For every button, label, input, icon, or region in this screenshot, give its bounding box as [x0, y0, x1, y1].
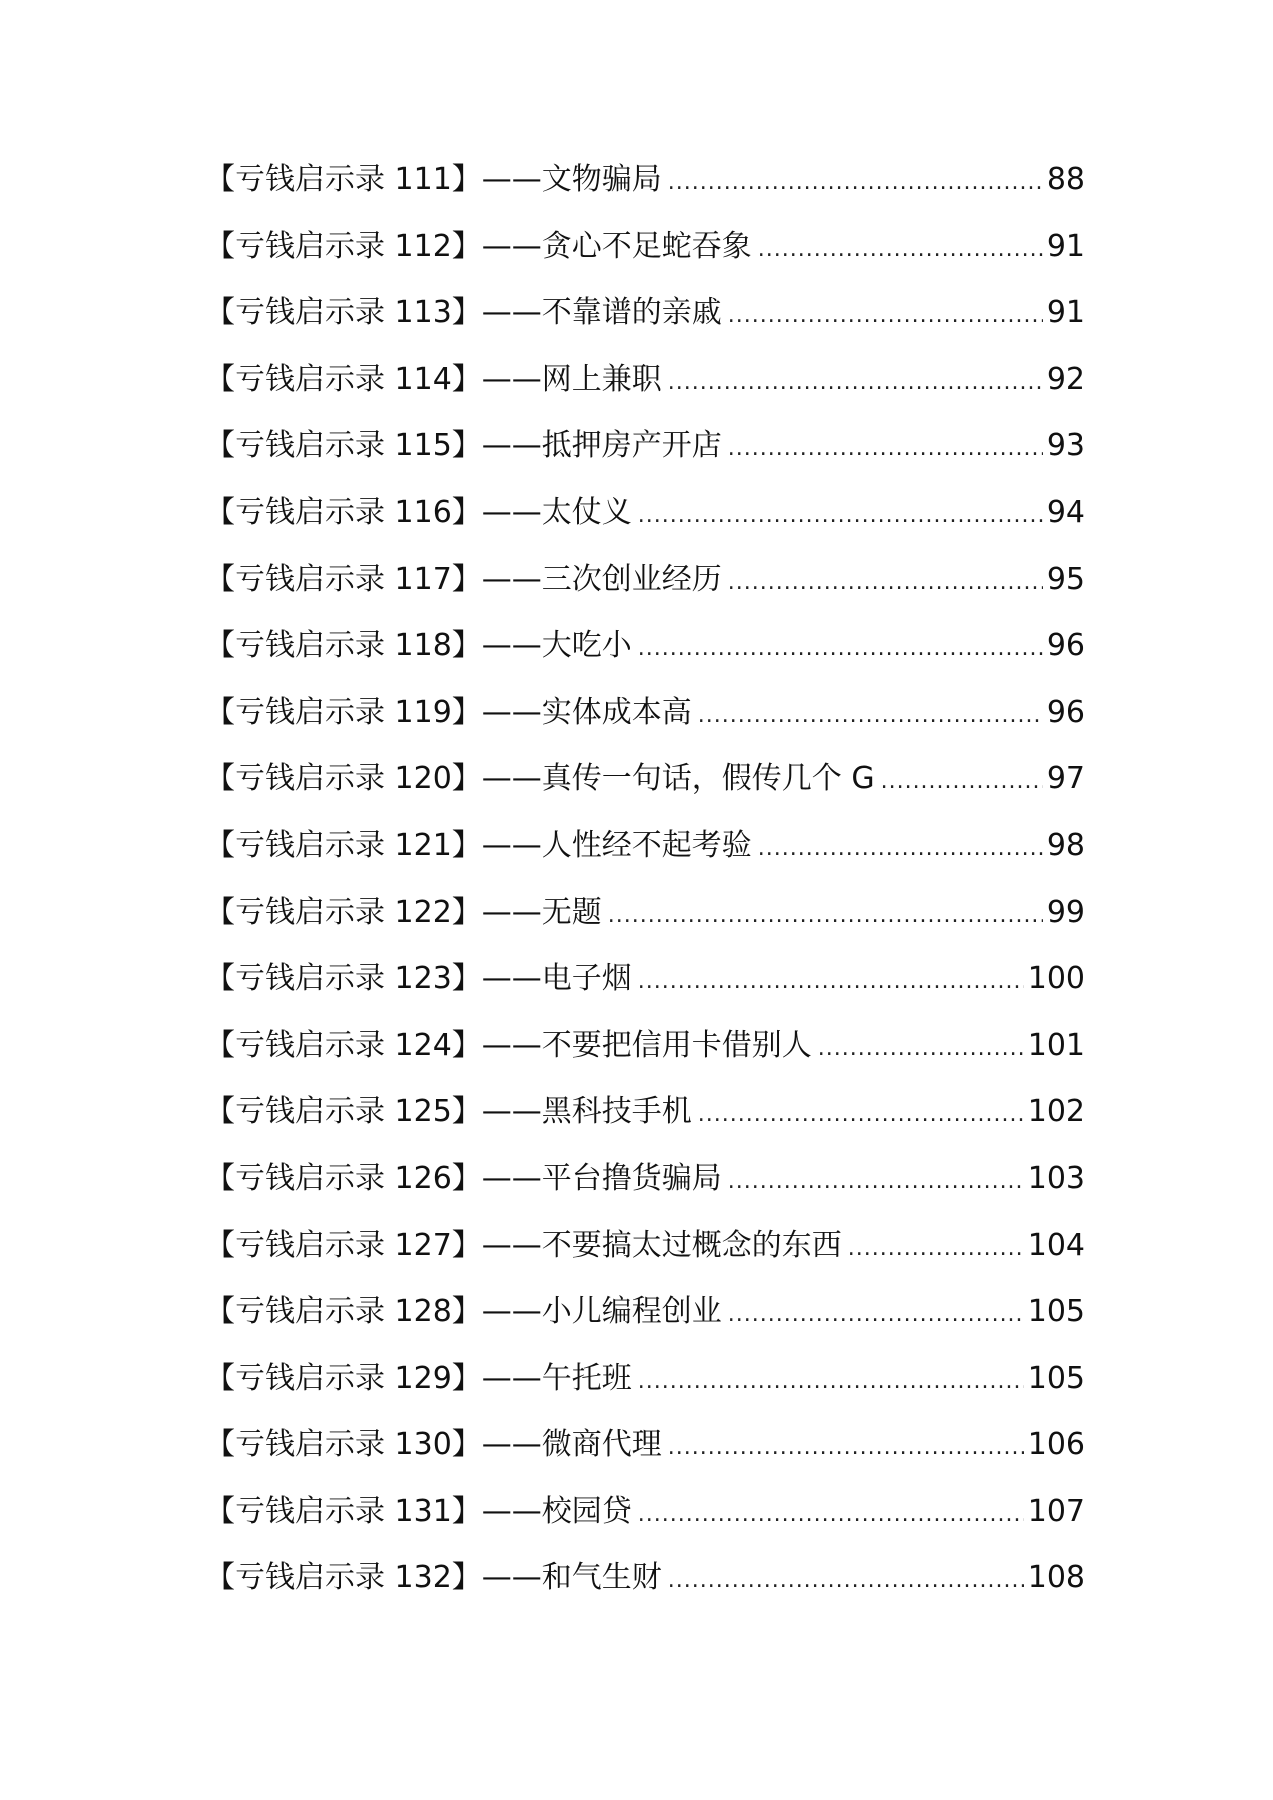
toc-page-number: 106 [1027, 1427, 1085, 1463]
toc-page-number: 96 [1046, 628, 1085, 664]
dot-leader [728, 563, 1043, 603]
toc-page-number: 104 [1027, 1227, 1085, 1263]
toc-entry-title: 【亏钱启示录 121】——人性经不起考验 [205, 827, 752, 863]
toc-page-number: 102 [1027, 1094, 1085, 1130]
toc-entry[interactable] [205, 759, 1085, 826]
toc-entry[interactable] [205, 626, 1085, 693]
toc-page-number: 105 [1027, 1360, 1085, 1396]
toc-page-number: 101 [1027, 1027, 1085, 1063]
toc-entry[interactable] [205, 1558, 1085, 1625]
toc-entry[interactable] [205, 1292, 1085, 1359]
toc-entry[interactable] [205, 227, 1085, 294]
toc-entry[interactable] [205, 160, 1085, 227]
toc-entry[interactable] [205, 493, 1085, 560]
dot-leader [668, 1561, 1024, 1601]
toc-entry[interactable] [205, 1492, 1085, 1559]
toc-entry-title: 【亏钱启示录 127】——不要搞太过概念的东西 [205, 1227, 842, 1263]
dot-leader [758, 230, 1043, 270]
toc-page-number: 94 [1046, 494, 1085, 530]
toc-entry-title: 【亏钱启示录 120】——真传一句话，假传几个 G [205, 761, 875, 797]
dot-leader [638, 629, 1043, 669]
toc-entry-title: 【亏钱启示录 118】——大吃小 [205, 628, 632, 664]
toc-page-number: 103 [1027, 1160, 1085, 1196]
dot-leader [698, 696, 1043, 736]
toc-entry-title: 【亏钱启示录 125】——黑科技手机 [205, 1094, 692, 1130]
toc-page-number: 107 [1027, 1493, 1085, 1529]
toc-entry-title: 【亏钱启示录 119】——实体成本高 [205, 694, 692, 730]
toc-page-number: 92 [1046, 361, 1085, 397]
toc-entry-title: 【亏钱启示录 114】——网上兼职 [205, 361, 662, 397]
toc-entry-title: 【亏钱启示录 112】——贪心不足蛇吞象 [205, 228, 752, 264]
toc-entry-title: 【亏钱启示录 116】——太仗义 [205, 494, 632, 530]
toc-page-number: 100 [1027, 961, 1085, 997]
toc-entry[interactable] [205, 893, 1085, 960]
toc-entry-title: 【亏钱启示录 123】——电子烟 [205, 961, 632, 997]
dot-leader [758, 829, 1043, 869]
dot-leader [638, 496, 1043, 536]
toc-entry[interactable] [205, 826, 1085, 893]
toc-entry-title: 【亏钱启示录 130】——微商代理 [205, 1427, 662, 1463]
dot-leader [848, 1229, 1024, 1269]
dot-leader [668, 363, 1043, 403]
toc-page-number: 95 [1046, 561, 1085, 597]
toc-entry[interactable] [205, 1226, 1085, 1293]
toc-page-number: 91 [1046, 295, 1085, 331]
dot-leader [638, 1362, 1024, 1402]
dot-leader [881, 762, 1043, 802]
dot-leader [668, 1428, 1024, 1468]
toc-entry[interactable] [205, 560, 1085, 627]
toc-entry[interactable] [205, 426, 1085, 493]
toc-page-number: 105 [1027, 1294, 1085, 1330]
toc-page-number: 97 [1046, 761, 1085, 797]
toc-entry-title: 【亏钱启示录 128】——小儿编程创业 [205, 1294, 722, 1330]
toc-page-number: 93 [1046, 428, 1085, 464]
toc-entry[interactable] [205, 1026, 1085, 1093]
toc-entry-title: 【亏钱启示录 111】——文物骗局 [205, 162, 662, 197]
toc-entry-title: 【亏钱启示录 115】——抵押房产开店 [205, 428, 722, 464]
dot-leader [818, 1029, 1024, 1069]
dot-leader [728, 429, 1043, 469]
toc-entry-title: 【亏钱启示录 131】——校园贷 [205, 1493, 632, 1529]
dot-leader [728, 1295, 1024, 1335]
toc-entry[interactable] [205, 1092, 1085, 1159]
dot-leader [728, 1162, 1024, 1202]
dot-leader [668, 163, 1043, 203]
toc-page-number: 96 [1046, 694, 1085, 730]
toc-entry[interactable] [205, 293, 1085, 360]
toc-entry[interactable] [205, 1425, 1085, 1492]
toc-entry-title: 【亏钱启示录 117】——三次创业经历 [205, 561, 722, 597]
table-of-contents [205, 160, 1085, 1625]
toc-page-number: 99 [1046, 894, 1085, 930]
dot-leader [638, 1495, 1024, 1535]
toc-entry[interactable] [205, 1359, 1085, 1426]
toc-entry-title: 【亏钱启示录 132】——和气生财 [205, 1560, 662, 1596]
toc-entry-title: 【亏钱启示录 122】——无题 [205, 894, 602, 930]
toc-page-number: 108 [1027, 1560, 1085, 1596]
toc-page-number: 98 [1046, 827, 1085, 863]
dot-leader [638, 962, 1024, 1002]
toc-entry-title: 【亏钱启示录 129】——午托班 [205, 1360, 632, 1396]
dot-leader [698, 1095, 1024, 1135]
dot-leader [608, 896, 1043, 936]
toc-entry[interactable] [205, 1159, 1085, 1226]
toc-entry-title: 【亏钱启示录 126】——平台撸货骗局 [205, 1160, 722, 1196]
toc-entry[interactable] [205, 693, 1085, 760]
toc-entry[interactable] [205, 360, 1085, 427]
dot-leader [728, 296, 1043, 336]
toc-page-number: 91 [1046, 228, 1085, 264]
toc-entry-title: 【亏钱启示录 124】——不要把信用卡借别人 [205, 1027, 812, 1063]
toc-entry-title: 【亏钱启示录 113】——不靠谱的亲戚 [205, 295, 722, 331]
toc-page-number: 88 [1046, 162, 1085, 197]
toc-entry[interactable] [205, 959, 1085, 1026]
